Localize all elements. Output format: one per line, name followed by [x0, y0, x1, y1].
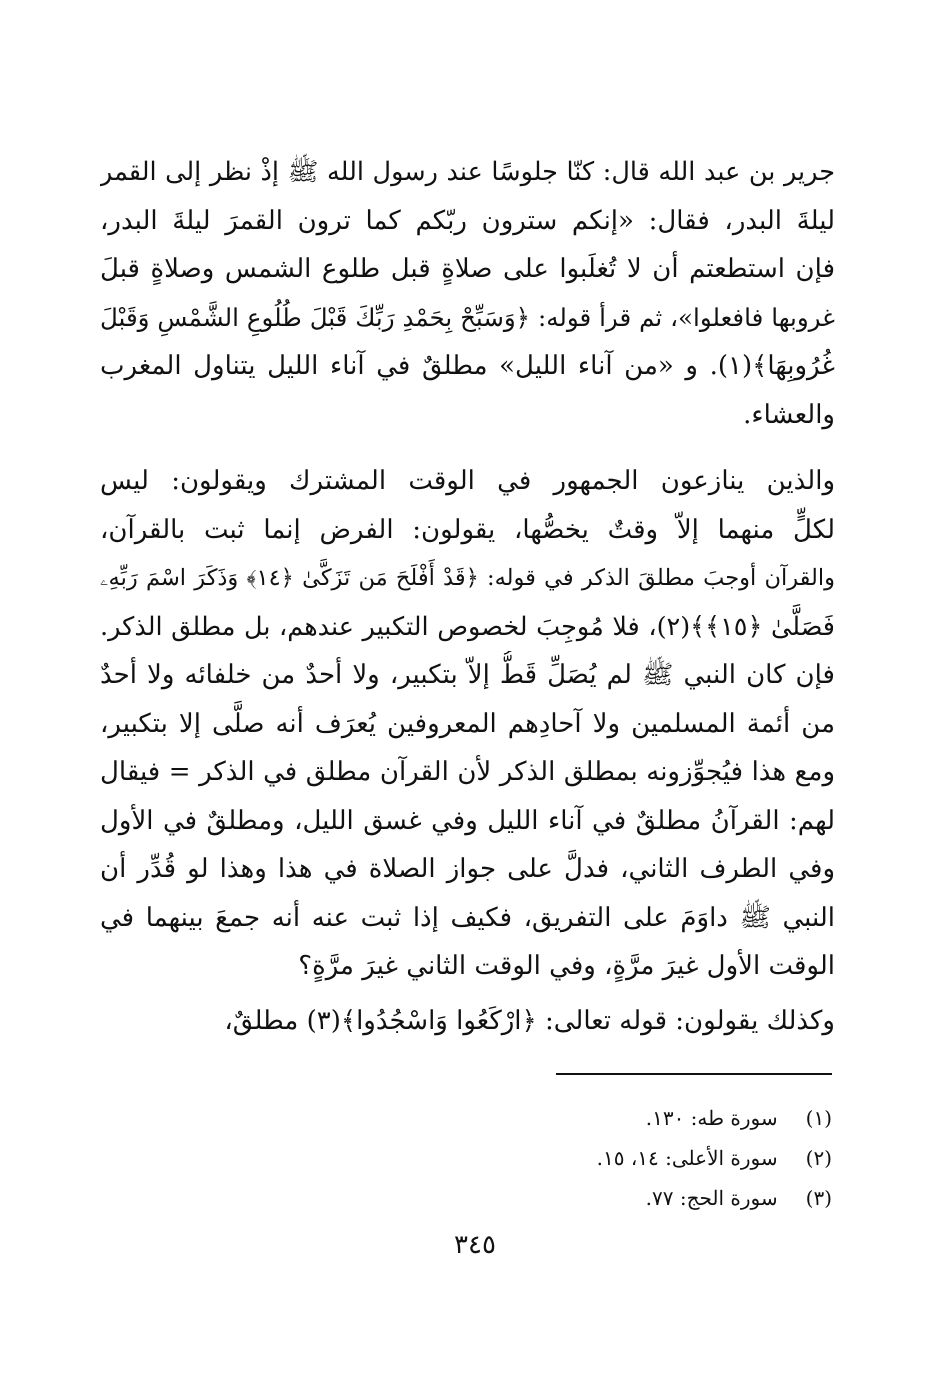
footnote-number: (١) — [805, 1106, 832, 1130]
footnote — [400, 1178, 832, 1218]
footnote — [400, 1098, 832, 1138]
text-line: لهم: القرآنُ مطلقٌ في آناء الليل وفي غسق الليل، ومطلقٌ في الأول — [100, 805, 835, 836]
footnote-number: (٢) — [805, 1146, 832, 1170]
text-line: ومع هذا فيُجوِّزونه بمطلق الذكر لأن القرآن مطلق في الذكر = فيقال — [100, 757, 835, 787]
text-line: لكلٍّ منهما إلاّ وقتٌ يخصُّها، يقولون: الفرض إنما ثبت بالقرآن، — [100, 514, 835, 545]
text-line: الوقت الأول غيرَ مرَّةٍ، وفي الوقت الثاني غيرَ مرَّةٍ؟ — [298, 951, 835, 981]
text-line: والقرآن أوجبَ مطلقَ الذكر في قوله: ﴿قَدْ أَفْلَحَ مَن تَزَكَّىٰ ﴿١٤﴾ وَذَكَرَ اسْمَ رَبِّهِۦ — [100, 565, 835, 591]
text-line: وكذلك يقولون: قوله تعالى: ﴿ارْكَعُوا وَاسْجُدُوا﴾(٣) مطلقٌ، — [224, 1005, 835, 1036]
footnote-text: سورة طه: ١٣٠. — [645, 1106, 778, 1130]
footnote-text: سورة الحج: ٧٧. — [645, 1186, 778, 1210]
text-line: فإن استطعتم أن لا تُغلَبوا على صلاةٍ قبل طلوع الشمس وصلاةٍ قبلَ — [100, 254, 835, 284]
text-line: وفي الطرف الثاني، فدلَّ على جواز الصلاة في هذا وهذا لو قُدِّر أن — [100, 854, 835, 884]
page-number: ٣٤٥ — [454, 1230, 496, 1260]
text-line: جرير بن عبد الله قال: كنّا جلوسًا عند رسول الله ﷺ إذْ نظر إلى القمر — [100, 157, 835, 187]
text-line: من أئمة المسلمين ولا آحادِهم المعروفين يُعرَف أنه صلَّى إلا بتكبير، — [100, 708, 835, 739]
main-text — [100, 148, 835, 1045]
text-line: النبي ﷺ داوَمَ على التفريق، فكيف إذا ثبت عنه أنه جمعَ بينهما في — [100, 902, 835, 933]
text-line: غُرُوبِهَا﴾(١). و «من آناء الليل» مطلقٌ في آناء الليل يتناول المغرب — [100, 351, 835, 381]
paragraph — [100, 997, 835, 1046]
paragraph — [100, 148, 835, 439]
footnote — [400, 1138, 832, 1178]
text-line: والذين ينازعون الجمهور في الوقت المشترك ويقولون: ليس — [100, 466, 835, 496]
footnote-text: سورة الأعلى: ١٤، ١٥. — [596, 1146, 778, 1170]
footnote-number: (٣) — [805, 1186, 832, 1210]
text-line: فإن كان النبي ﷺ لم يُصَلِّ قَطُّ إلاّ بتكبير، ولا أحدٌ من خلفائه ولا أحدٌ — [100, 660, 835, 690]
text-line: غروبها فافعلوا»، ثم قرأ قوله: ﴿وَسَبِّحْ بِحَمْدِ رَبِّكَ قَبْلَ طُلُوعِ الشَّمْسِ وَقَبْلَ — [100, 302, 835, 332]
footnote-separator — [556, 1073, 832, 1075]
paragraph — [100, 457, 835, 991]
footnotes — [400, 1098, 832, 1218]
text-line: فَصَلَّىٰ ﴿١٥﴾﴾(٢)، فلا مُوجِبَ لخصوص التكبير عندهم، بل مطلق الذكر. — [100, 611, 835, 642]
text-line: ليلةَ البدر، فقال: «إنكم سترون ربّكم كما ترون القمرَ ليلةَ البدر، — [100, 205, 835, 236]
text-line: والعشاء. — [743, 399, 835, 430]
